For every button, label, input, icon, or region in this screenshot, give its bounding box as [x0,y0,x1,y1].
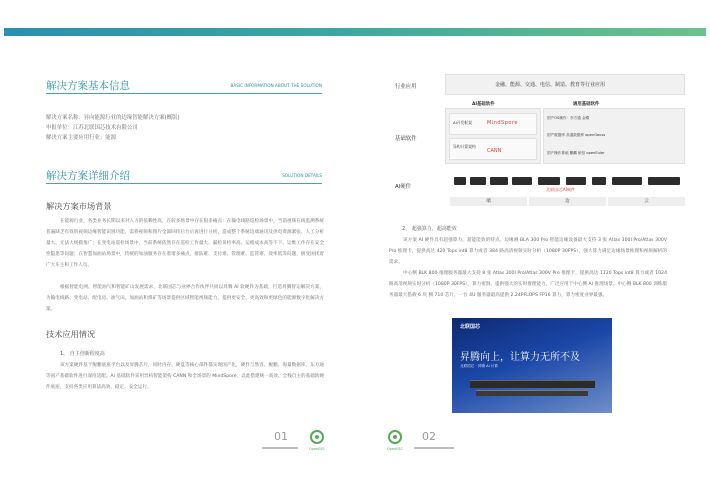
row-label-hw: AI硬件 [395,184,412,190]
market-paragraph-2: 根据智能电网、智能油气和智能矿山发展需求，北联国芯与业界合作伙伴共同以昇腾 AI 软硬件为基础，打造昇腾智运解决方案，为输电线路、变电站、配电房、油气田、加油站和煤矿等场景提供区域智能视频能力，提供更安全、更高效和更绿色的能源数字化解决方案。 [46,285,324,312]
tier-edge: 边 [529,197,606,206]
cann-label: CANN [487,148,502,154]
row-label-base: 基础软件 [395,136,417,142]
page-number: 01 [274,430,288,443]
device-icon [470,177,486,185]
logo-mark-icon [310,430,324,444]
ai-base-label: AI基础软件 [472,102,495,107]
device-icon [648,177,680,185]
general-base-label: 通用基础软件 [573,102,600,107]
device-icon [512,177,532,185]
ops-label: 国产操作系统 麒麟 统信 openEuler [547,151,605,155]
logo-mark-icon [388,430,402,444]
device-icon [538,177,560,185]
footer-left [262,430,352,458]
tech-paragraph-1: 该方案硬件基于鲲鹏底座平台以及昇腾芯片，同时内存、硬盘等核心部件都实现国产化，硬件与然容，鲲鹏、海量数据库，东方通等国产基础软件进行深度适配。AI 基础软件采用异构智能架构 CANN 和全场景的 MindSpore，以此搭建统一高效、全栈自主的基础软硬件底座，支持各类应用算法高效、稳定、安全运行。 [46,363,324,390]
mindspore-label: MindSpore [487,120,518,126]
banner-tagline: 北联国芯 · 昇腾 AI 计算 [460,364,498,368]
os-label: 国产OS操作：东方通 金蝶 [547,116,590,120]
basic-info [46,113,180,143]
section-details-header [46,170,322,184]
tech-paragraph-2: 该方案 AI 硬件具有超强算力、超能能效的特点。边缘测 BLA 300 Pro 智能边缘设备最大支持 3 张 Atlas 300I Pro/Atlas 300V Pro 推理卡，提供高达 420 Tops int8 算力或者 384 路高清视频实时分析（1080P 30FPS），强大算力满足边缘场景推理和视频解析的需求。 [389,238,667,265]
solution-name: 解决方案名称：昇向能源行业的边缘智能解决方案(概版) [46,115,180,121]
tier-edge-device: 端 [450,197,527,206]
section-title-en: SOLUTION DETAILS [282,173,322,178]
db-label: 国产数据库 高通数据库 openGauss [547,133,606,137]
heterogeneous-label: 异构计算架构 [453,144,476,149]
tier-cloud: 云 [608,197,685,206]
device-icon [612,177,642,185]
logo-text: OpenEEC [386,447,404,451]
hw-tier-row [450,197,685,206]
applicant: 申报单位：江苏北联国芯技术有限公司 [46,125,138,131]
ai-framework-label: AI开发框架 [453,120,472,125]
banner-brand: 北联国芯 [460,324,481,330]
device-icon [490,177,508,185]
tech-subheading-2: 2、 超强算力、超高能效 [402,226,457,232]
section-basic-info-header [46,80,322,94]
market-paragraph-1: 在能源行业，各类业务长期以来对人力的依赖性高，在较多场景中存在很多痛点：在输电线路巡检场景中，当前视频在线监测系统普遍缺乏有效的视频边缘智能识别功能，需将视频和图片全部回传后台后再进行分析，造成整个系统边端通讯及供电资源紧张、人工分析量大、无法大规模推广；在变电站巡检场景中，当前系统依然存在巡检工作量大、漏检误检率高、运维成本高等不下、运维工作存在安全性隐患等问题；在智慧加油站场景中，传统的加油服务存在着诸多痛点，排队难、支付难、管理难、监管难、效率低等问题，极受困扰着广大车主和工作人员。 [46,219,324,268]
device-icon [592,177,606,185]
device-icon [566,177,586,185]
openeec-logo [384,430,406,456]
tech-subheading-1: 1、 自主创新程度高 [60,351,105,357]
row-label-app: 行业应用 [395,84,417,90]
logo-text: OpenEEC [308,447,326,451]
hw-note: 北联国芯AI硬件 [546,187,576,192]
banner-slogan: 昇腾向上，让算力无所不及 [460,352,580,363]
tech-paragraph-3: 中心侧 BLK 800 推理服务器最大支持 8 张 Atlas 300I Pro/Atlas 300V Pro 推理卡，提供高达 1120 Tops int8 算力或者 1024 路高清视频实时分析（1080P 30FPS），算力密洞，提供强大的实时推理能力，广泛应用于中心侧 AI 推理场景。中心侧 BLK 800 训练服务器最大搭载 6 块 腾 710 芯片，一台 4U 服务器最高提供 2.24PFLOPS FP16 算力，算力密度业界最强。 [389,271,667,298]
app-text: 金融、能源、交通、电信、制造、教育等行业应用 [495,82,606,88]
section-title-en: BASIC INFORMATION ABOUT THE SOLUTION [230,83,322,88]
hardware-devices [450,174,690,188]
server-image [470,380,595,388]
server-image [476,390,588,396]
product-banner [452,318,612,413]
footer-line [414,447,454,449]
device-icon [454,177,466,185]
industry: 解决方案主要应用行业：能源 [46,135,117,141]
tech-application-heading: 技术应用情况 [46,329,96,339]
section-title: 解决方案详细介绍 [46,170,130,182]
footer-line [262,447,298,449]
page-number: 02 [422,430,436,443]
section-title: 解决方案基本信息 [46,80,130,92]
footer-right [384,430,474,458]
market-background-heading: 解决方案市场背景 [46,201,112,211]
openeec-logo [306,430,328,456]
